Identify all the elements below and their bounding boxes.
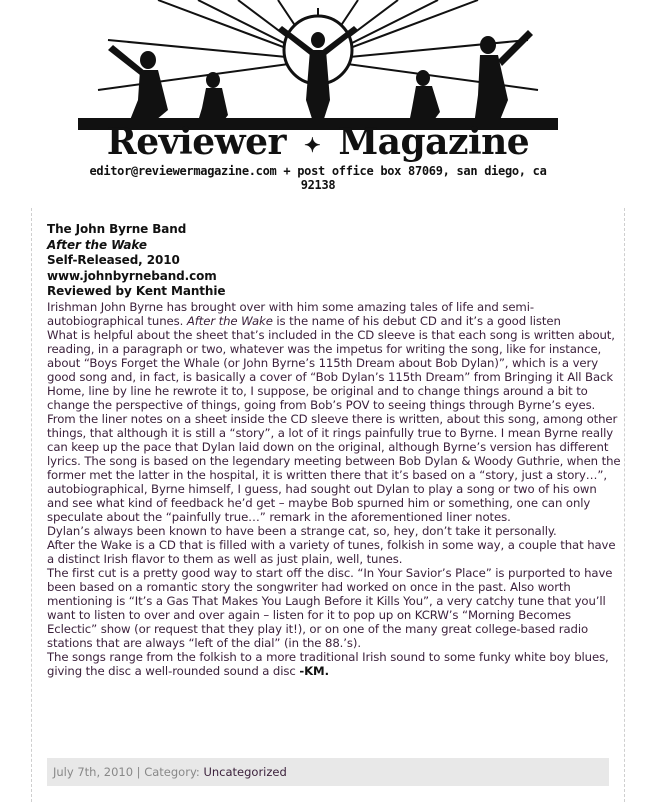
band-name: The John Byrne Band (47, 222, 187, 236)
paragraph-variety: After the Wake is a CD that is filled with a variety of tunes, folkish in some way, a couple that have a distinct Irish flavor to them as well as just plain, well, tunes. (47, 537, 616, 566)
masthead-title-left: Reviewer (106, 121, 286, 163)
paragraph-closing (47, 650, 621, 678)
paragraph-intro-a: Irishman John Byrne has brought over with him some amazing tales of life and semi-autobiographical tunes. (47, 299, 534, 328)
category-separator: | Category: (133, 765, 204, 779)
category-link[interactable]: Uncategorized (203, 765, 287, 779)
masthead-contact: editor@reviewermagazine.com + post office box 87069, san diego, ca 92138 (89, 164, 547, 192)
paragraph-closing-text: The songs range from the folkish to a more traditional Irish sound to some funky white boy blues, giving the disc a well-rounded sound a disc (47, 649, 609, 678)
release-info: Self-Released, 2010 (47, 253, 180, 267)
paragraph-intro-album: After the Wake (186, 313, 273, 328)
paragraph-intro-b: is the name of his debut CD and it’s a good listen (272, 313, 561, 328)
signoff: -KM. (299, 663, 329, 678)
masthead-title (78, 122, 558, 165)
album-title: After the Wake (47, 237, 147, 252)
review-content (47, 222, 621, 678)
paragraph-intro (47, 300, 621, 328)
masthead (78, 0, 558, 192)
masthead-title-right: Magazine (338, 121, 530, 163)
band-website[interactable]: www.johnbyrneband.com (47, 268, 217, 283)
post-date: July 7th, 2010 (53, 765, 134, 779)
star-icon: ✦ (304, 133, 321, 157)
review-post (31, 208, 625, 802)
paragraph-dylan: Dylan’s always been known to have been a strange cat, so, hey, don’t take it personally. (47, 523, 557, 538)
masthead-illustration (78, 0, 558, 130)
paragraph-liner-notes: What is helpful about the sheet that’s included in the CD sleeve is that each song is written about, reading, in a paragraph or two, whatever was the impetus for writing the song, like for instance, about “Boys Forget the Whale (or John Byrne’s 115th Dream about Bob Dylan)”, which is a very good song and, in fact, is basically a cover of “Bob Dylan’s 115th Dream” from Bringing it All Back Home, line by line he rewrote it to, I suppose, be original and to change things around a bit to change the perspective of things, going from Bob’s POV to seeing things through Byrne’s eyes. From the liner notes on a sheet inside the CD sleeve there is written, about this song, among other things, that although it is still a “story”, a lot of it rings painfully true to Byrne. I mean Byrne really can keep up the pace that Dylan laid down on the original, although Byrne’s version has different lyrics. The song is based on the legendary meeting between Bob Dylan & Woody Guthrie, when the former met the latter in the hospital, it is written there that it’s based on a “story, just a story…”, autobiographical, Byrne himself, I guess, had sought out Dylan to play a song or two of his own and see what kind of feedback he’d get – maybe Bob spurned him or something, one can only speculate about the “painfully true…” remark in the aforementioned liner notes. (47, 327, 621, 524)
reviewer-credit: Reviewed by Kent Manthie (47, 284, 226, 298)
paragraph-first-cut: The first cut is a pretty good way to start off the disc. “In Your Savior’s Place” is purported to have been based on a romantic story the songwriter had worked on once in the past. Also worth mentioning is “It’s a Gas That Makes You Laugh Before it Kills You”, a very catchy tune that you’ll want to listen to over and over again – listen for it to pop up on KCRW’s “Morning Becomes Eclectic” show (or request that they play it!), or on one of the many great college-based radio stations that are always “left of the dial” (in the 88.’s). (47, 565, 613, 650)
post-footer (47, 758, 609, 786)
